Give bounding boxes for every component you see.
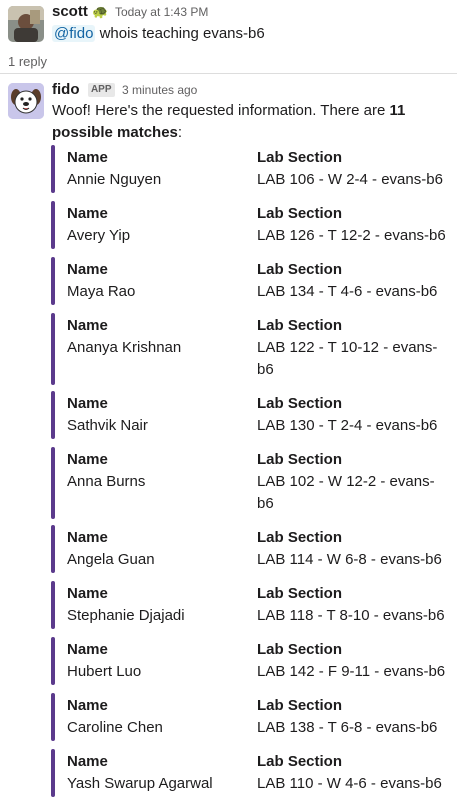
- attachment-color-bar: [51, 145, 55, 193]
- field-title-section: Lab Section: [257, 451, 343, 468]
- field-title-name: Name: [67, 205, 108, 222]
- user-avatar[interactable]: [8, 6, 44, 42]
- field-value-name: Angela Guan: [67, 551, 155, 568]
- status-emoji-icon: 🐢: [92, 4, 109, 19]
- field-value-section: LAB 126 - T 12-2 - evans-b6: [257, 227, 446, 244]
- field-value-name: Caroline Chen: [67, 719, 163, 736]
- field-value-section: LAB 114 - W 6-8 - evans-b6: [257, 551, 442, 568]
- reply-intro: Woof! Here's the requested information. There are 11 possible matches:: [52, 102, 406, 141]
- fido-avatar[interactable]: [8, 83, 44, 119]
- field-value-section: LAB 102 - W 12-2 - evans- b6: [257, 473, 435, 512]
- field-title-name: Name: [67, 753, 108, 770]
- field-value-section: LAB 118 - T 8-10 - evans-b6: [257, 607, 445, 624]
- field-title-section: Lab Section: [257, 261, 343, 278]
- attachment-color-bar: [51, 749, 55, 797]
- attachment-color-bar: [51, 447, 55, 519]
- field-title-section: Lab Section: [257, 753, 343, 770]
- user-mention[interactable]: @fido: [54, 25, 94, 42]
- field-value-name: Hubert Luo: [67, 663, 142, 680]
- result-attachment: [51, 391, 451, 439]
- message-scott: [0, 0, 457, 50]
- field-value-section: LAB 134 - T 4-6 - evans-b6: [257, 283, 438, 300]
- field-value-section: LAB 122 - T 10-12 - evans- b6: [257, 339, 438, 378]
- field-title-name: Name: [67, 641, 108, 658]
- result-attachment: [51, 525, 451, 573]
- result-attachment: [51, 257, 451, 305]
- result-attachment: [51, 637, 451, 685]
- field-title-section: Lab Section: [257, 529, 343, 546]
- field-title-section: Lab Section: [257, 205, 343, 222]
- message-timestamp[interactable]: Today at 1:43 PM: [114, 5, 209, 19]
- intro-suffix-bold: possible matches: [52, 124, 178, 141]
- field-title-section: Lab Section: [257, 585, 343, 602]
- bot-name[interactable]: fido: [52, 81, 80, 98]
- field-value-name: Avery Yip: [67, 227, 131, 244]
- attachment-color-bar: [51, 693, 55, 741]
- field-value-section: LAB 142 - F 9-11 - evans-b6: [257, 663, 446, 680]
- attachment-color-bar: [51, 201, 55, 249]
- field-value-section: LAB 138 - T 6-8 - evans-b6: [257, 719, 438, 736]
- attachment-color-bar: [51, 257, 55, 305]
- field-title-section: Lab Section: [257, 697, 343, 714]
- attachment-color-bar: [51, 637, 55, 685]
- field-title-name: Name: [67, 451, 108, 468]
- result-attachment: [51, 313, 451, 385]
- field-value-section: LAB 106 - W 2-4 - evans-b6: [257, 171, 443, 188]
- thread-reply-count[interactable]: 1 reply: [8, 54, 48, 69]
- result-attachment: [51, 693, 451, 741]
- field-title-name: Name: [67, 149, 108, 166]
- field-title-section: Lab Section: [257, 395, 343, 412]
- intro-prefix: Woof! Here's the requested information. There are: [52, 102, 386, 119]
- field-value-name: Ananya Krishnan: [67, 339, 182, 356]
- message-text: whois teaching evans-b6: [99, 25, 265, 42]
- attachment-color-bar: [51, 525, 55, 573]
- result-attachment: [51, 749, 451, 797]
- attachment-color-bar: [51, 581, 55, 629]
- field-title-section: Lab Section: [257, 641, 343, 658]
- field-title-name: Name: [67, 317, 108, 334]
- attachment-color-bar: [51, 313, 55, 385]
- field-title-name: Name: [67, 261, 108, 278]
- field-title-name: Name: [67, 529, 108, 546]
- field-value-section: LAB 110 - W 4-6 - evans-b6: [257, 775, 442, 792]
- field-value-name: Annie Nguyen: [67, 171, 162, 188]
- result-attachment: [51, 581, 451, 629]
- attachment-color-bar: [51, 391, 55, 439]
- field-value-name: Maya Rao: [67, 283, 136, 300]
- match-count: 11: [389, 102, 406, 119]
- field-value-section: LAB 130 - T 2-4 - evans-b6: [257, 417, 438, 434]
- field-value-name: Sathvik Nair: [67, 417, 148, 434]
- result-attachment: [51, 201, 451, 249]
- field-title-name: Name: [67, 585, 108, 602]
- author-name[interactable]: scott: [52, 3, 88, 20]
- field-title-section: Lab Section: [257, 317, 343, 334]
- thread-divider: [0, 73, 457, 74]
- field-value-name: Yash Swarup Agarwal: [67, 775, 213, 792]
- result-attachment: [51, 145, 451, 193]
- result-attachment: [51, 447, 451, 519]
- field-value-name: Anna Burns: [67, 473, 146, 490]
- field-value-name: Stephanie Djajadi: [67, 607, 185, 624]
- reply-timestamp[interactable]: 3 minutes ago: [121, 83, 198, 97]
- field-title-name: Name: [67, 697, 108, 714]
- field-title-section: Lab Section: [257, 149, 343, 166]
- field-title-name: Name: [67, 395, 108, 412]
- app-badge: APP: [88, 83, 115, 97]
